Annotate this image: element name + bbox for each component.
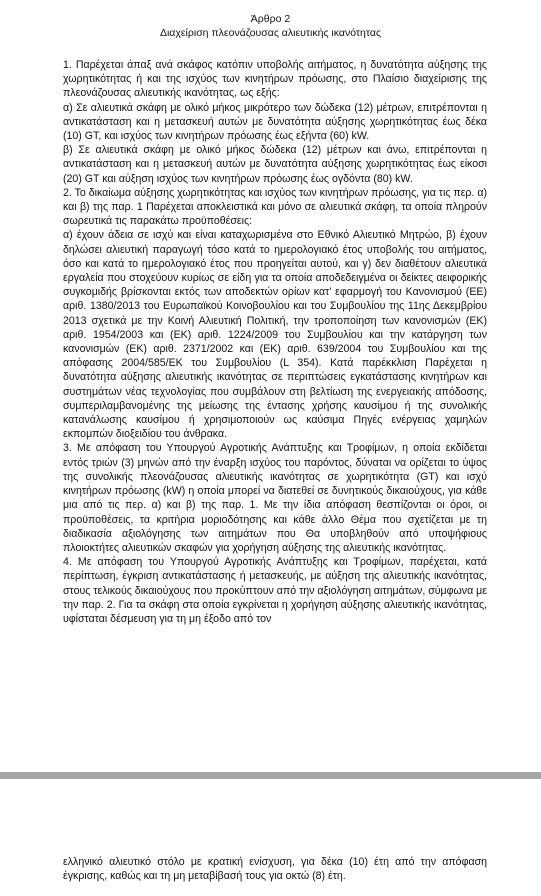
paragraph-4: 4. Με απόφαση του Υπουργού Αγροτικής Ανάπτυξης και Τροφίμων, παρέχεται, κατά περίπτωση, έγκριση αντικατάστασης ή μετασκευής, με αύξηση της αλιευτικής ικανότητας, στους τελικούς δικαιούχους που προκύπτουν από την αξιολόγηση αιτημάτων, σύμφωνα με την παρ. 2. Για τα σκάφη στα οποία εγκρίνεται η χορήγηση αύξησης αλιευτικής ικανότητας, υφίσταται δέσμευση για τη μη έξοδο από τον: [63, 556, 487, 625]
paragraph-1: 1. Παρέχεται άπαξ ανά σκάφος κατόπιν υποβολής αιτήματος, η δυνατότητα αύξησης της χωρητικότητας ή και της ισχύος των κινητήρων πρόωσης, στο Πλαίσιο διαχείρισης της πλεονάζουσας αλιευτικής ικανότητας, ως εξής:: [63, 59, 487, 100]
article-title: Διαχείριση πλεονάζουσας αλιευτικής ικανότητας: [159, 27, 382, 39]
paragraph-1b: β) Σε αλιευτικά σκάφη με ολικό μήκος δώδεκα (12) μέτρων και άνω, επιτρέπονται η αντικατάσταση και η μετασκευή αυτών με δυνατότητα αύξησης χωρητικότητας έως είκοσι (20) GT και αύξηση ισχύος των κινητήρων πρόωσης έως ογδόντα (80) kW.: [63, 144, 487, 185]
article-body: [63, 58, 487, 626]
document-page-2: [63, 855, 487, 883]
paragraph-4-continuation: ελληνικό αλιευτικό στόλο με κρατική ενίσχυση, για δέκα (10) έτη από την απόφαση έγκρισης, καθώς και τη μη μεταβίβασή τους για οκτώ (8) έτη.: [63, 856, 487, 883]
article-number: Άρθρο 2: [250, 13, 291, 25]
paragraph-2-conditions: α) έχουν άδεια σε ισχύ και είναι καταχωρισμένα στο Εθνικό Αλιευτικό Μητρώο, β) έχουν δηλώσει αλιευτική παραγωγή τόσο κατά το ημερολογιακό έτος υποβολής του αιτήματος, όσο και κατά το ημερολογιακό έτος που προηγείται αυτού, και γ) δεν διαθέτουν αλιευτικά εργαλεία που στοχεύουν κυρίως σε είδη για τα οποία αποδεδειγμένα οι δείκτες αειφορικής συγκομιδής βρίσκονται εκτός των αποδεκτών ορίων κατ’ εφαρμογή του Κανονισμού (ΕΕ) αριθ. 1380/2013 του Ευρωπαϊκού Κοινοβουλίου και του Συμβουλίου της 11ης Δεκεμβρίου 2013 σχετικά με την Κοινή Αλιευτική Πολιτική, την τροποποίηση των κανονισμών (ΕΚ) αριθ. 1954/2003 και (ΕΚ) αριθ. 1224/2009 του Συμβουλίου και την κατάργηση των κανονισμών (ΕΚ) αριθ. 2371/2002 και (ΕΚ) αριθ. 639/2004 του Συμβουλίου και της απόφασης 2004/585/ΕΚ του Συμβουλίου (L 354). Κατά παρέκκλιση Παρέχεται η δυνατότητα αύξησης αλιευτικής ικανότητας σε περιπτώσεις εγκατάστασης κινητήρων και συστημάτων νέας τεχνολογίας που συμβάλουν στη βελτίωση της ενεργειακής απόδοσης, συμπεριλαμβανομένης της μείωσης της έντασης χρήσης καυσίμου ή της συνολικής κατανάλωσης καυσίμου ή χρησιμοποιούν ως καύσιμα Πηγές ενέργειας χαμηλών εκπομπών διοξειδίου του άνθρακα.: [63, 229, 487, 441]
page-separator: [0, 772, 541, 779]
paragraph-1a: α) Σε αλιευτικά σκάφη με ολικό μήκος μικρότερο των δώδεκα (12) μέτρων, επιτρέπονται η αντικατάσταση και η μετασκευή αυτών με δυνατότητα αύξησης χωρητικότητας έως δέκα (10) GT, και ισχύος των κινητήρων πρόωσης έως εξήντα (60) kW.: [63, 101, 487, 143]
paragraph-2: 2. Το δικαίωμα αύξησης χωρητικότητας και ισχύος των κινητήρων πρόωσης, για τις περ. α) και β) της παρ. 1 Παρέχεται αποκλειστικά και μόνο σε αλιευτικά σκάφη, τα οποία πληρούν σωρευτικά τις παρακάτω προϋποθέσεις:: [63, 186, 487, 228]
paragraph-3: 3. Με απόφαση του Υπουργού Αγροτικής Ανάπτυξης και Τροφίμων, η οποία εκδίδεται εντός τριών (3) μηνών από την έναρξη ισχύος του παρόντος, δύναται να ορίζεται το ύψος της συνολικής πλεονάζουσας αλιευτικής ικανότητας σε χωρητικότητα (GT) και ισχύ κινητήρων πρόωσης (kW) η οποία μπορεί να διατεθεί σε δυνητικούς δικαιούχους, για κάθε μια από τις περ. α) και β) της παρ. 1. Με την ίδια απόφαση θεσπίζονται οι όροι, οι προϋποθέσεις, τα κριτήρια μοριοδότησης και κάθε άλλο Θέμα που σχετίζεται με τη διαδικασία αξιολόγησης των αιτημάτων που Θα υποβληθούν από υποψήφιους πλοιοκτήτες αλιευτικών σκαφών για χορήγηση αύξησης της αλιευτικής ικανότητας.: [63, 442, 487, 554]
article-header: [0, 12, 541, 40]
